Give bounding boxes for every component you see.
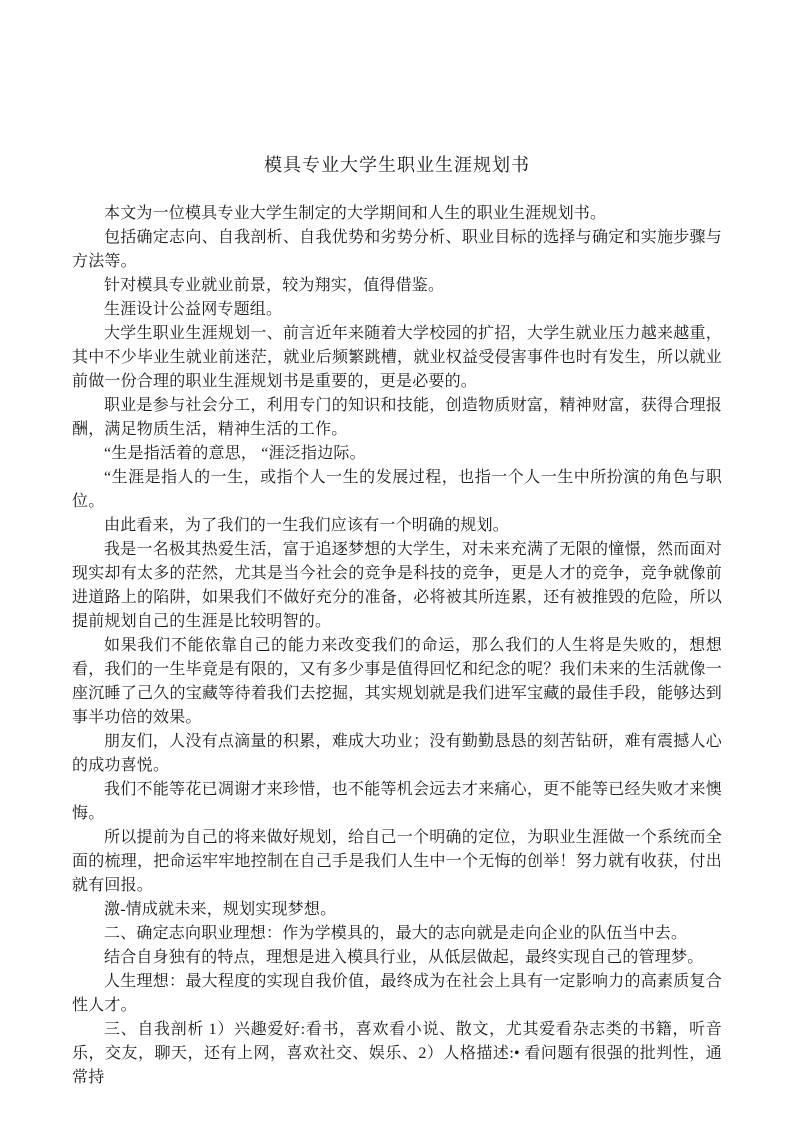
paragraph-intro: 本文为一位模具专业大学生制定的大学期间和人生的职业生涯规划书。 (104, 205, 607, 222)
paragraph-section3-self-analysis: 三、自我剖析 1）兴趣爱好:看书，喜欢看小说、散文，尤其爱看杂志类的书籍，听音乐，交友，聊天，还有上网，喜欢社交、娱乐、2）人格描述:• 看问题有很强的批判性，通常持 (72, 1021, 722, 1086)
document-title: 模具专业大学生职业生涯规划书 (264, 155, 530, 175)
paragraph-industry-goal: 结合自身独有的特点，理想是进入模具行业，从低层做起，最终实现自己的管理梦。 (104, 949, 704, 966)
paragraph-self-description: 我是一名极其热爱生活，富于追逐梦想的大学生，对未来充满了无限的憧憬，然而面对现实却有太多的茫然，尤其是当今社会的竞争是科技的竞争，更是人才的竞争，竞争就像前进道路上的陷阱，如果我们不做好充分的准备，必将被其所连累，还有被推毁的危险，所以提前规划自己的生涯是比较明智的。 (72, 541, 722, 630)
paragraph-slogan: 激-情成就未来，规划实现梦想。 (104, 901, 337, 918)
paragraph-overview: 包括确定志向、自我剖析、自我优势和劣势分析、职业目标的选择与确定和实施步骤与方法等。 (72, 229, 722, 270)
paragraph-sheng-definition: “生是指活着的意思， “涯泛指边际。 (104, 445, 366, 462)
paragraph-remark: 针对模具专业就业前景，较为翔实，值得借鉴。 (104, 277, 445, 294)
document-content (72, 152, 722, 1090)
paragraph-preface: 大学生职业生涯规划一、前言近年来随着大学校园的扩招，大学生就业压力越来越重，其中不少毕业生就业前迷茫，就业后频繁跳槽，就业权益受侵害事件也时有发生，所以就业前做一份合理的职业生涯规划书是重要的，更是必要的。 (72, 325, 722, 390)
paragraph-conclusion-plan: 由此看来，为了我们的一生我们应该有一个明确的规划。 (104, 517, 510, 534)
paragraph-regret: 我们不能等花已凋谢才来珍惜，也不能等机会远去才来痛心，更不能等已经失败才来懊悔。 (72, 781, 722, 822)
paragraph-positioning: 所以提前为自己的将来做好规划，给自己一个明确的定位，为职业生涯做一个系统而全面的梳理，把命运牢牢地控制在自己手是我们人生中一个无悔的创举！努力就有收获，付出就有回报。 (72, 829, 722, 894)
paragraph-shengya-definition: “生涯是指人的一生，或指个人一生的发展过程，也指一个人一生中所扮演的角色与职位。 (72, 469, 722, 510)
paragraph-section2-ambition: 二、确定志向职业理想：作为学模具的，最大的志向就是走向企业的队伍当中去。 (104, 925, 688, 942)
paragraph-accumulation: 朋友们，人没有点滴量的积累，难成大功业；没有勤勤恳恳的刻苦钻研，难有震撼人心的成功喜悦。 (72, 733, 722, 774)
paragraph-destiny: 如果我们不能依靠自己的能力来改变我们的命运，那么我们的人生将是失败的，想想看，我们的一生毕竟是有限的，又有多少事是值得回忆和纪念的呢？我们未来的生活就像一座沉睡了己久的宝藏等待着我们去挖掘，其实规划就是我们进军宝藏的最佳手段，能够达到事半功倍的效果。 (72, 637, 722, 726)
paragraph-life-ideal: 人生理想：最大程度的实现自我价值，最终成为在社会上具有一定影响力的高素质复合性人才。 (72, 973, 722, 1014)
paragraph-career-definition: 职业是参与社会分工，利用专门的知识和技能，创造物质财富，精神财富，获得合理报酬，满足物质生活，精神生活的工作。 (72, 397, 722, 438)
paragraph-credit: 生涯设计公益网专题组。 (104, 301, 283, 318)
